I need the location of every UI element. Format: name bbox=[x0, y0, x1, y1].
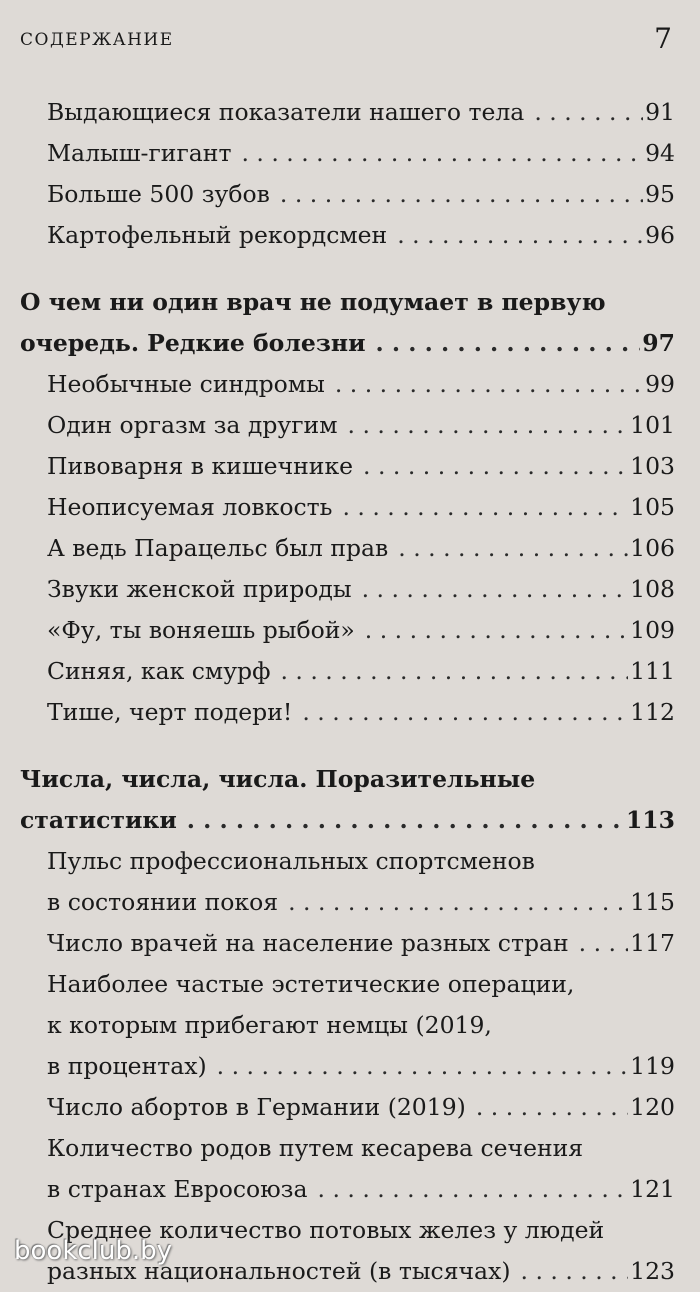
toc-entry[interactable] bbox=[20, 133, 675, 174]
toc-entry-title: Звуки женской природы bbox=[47, 575, 352, 603]
toc-entry[interactable] bbox=[20, 923, 675, 964]
dot-leader bbox=[280, 174, 643, 215]
toc-entry-title: Неописуемая ловкость bbox=[47, 493, 333, 521]
toc-section-title-line: Числа, числа, числа. Поразительные bbox=[20, 765, 536, 793]
toc-entry-page: 120 bbox=[630, 1093, 675, 1121]
toc-entry-title: Тише, черт подери! bbox=[47, 698, 293, 726]
dot-leader bbox=[534, 92, 643, 133]
toc-entry[interactable] bbox=[20, 610, 675, 651]
toc-entry-page: 95 bbox=[645, 180, 675, 208]
toc-section[interactable] bbox=[20, 282, 675, 364]
running-title: СОДЕРЖАНИЕ bbox=[20, 30, 174, 50]
toc-entry-title-line: в процентах) bbox=[47, 1052, 207, 1080]
toc-entry-title: А ведь Парацельс был прав bbox=[47, 534, 389, 562]
toc-entry-title: Малыш-гигант bbox=[47, 139, 232, 167]
toc-entry-title-line: Пульс профессиональных спортсменов bbox=[47, 847, 535, 875]
toc-entry-page: 105 bbox=[630, 493, 675, 521]
dot-leader bbox=[318, 1169, 629, 1210]
toc-entry-page: 108 bbox=[630, 575, 675, 603]
toc-entry-page: 94 bbox=[645, 139, 675, 167]
dot-leader bbox=[348, 405, 629, 446]
toc-entry-page: 96 bbox=[645, 221, 675, 249]
dot-leader bbox=[342, 487, 628, 528]
dot-leader bbox=[217, 1046, 628, 1087]
toc-entry-page: 106 bbox=[630, 534, 675, 562]
toc-entry-title: Выдающиеся показатели нашего тела bbox=[47, 98, 525, 126]
page-header bbox=[20, 22, 672, 54]
toc-entry-title-line: Среднее количество потовых желез у людей bbox=[47, 1216, 605, 1244]
toc-entry-title: Число врачей на население разных стран bbox=[47, 929, 569, 957]
toc-entry-page: 91 bbox=[645, 98, 675, 126]
toc-section-title-line: статистики bbox=[20, 806, 177, 834]
toc-entry-page: 115 bbox=[630, 888, 675, 916]
dot-leader bbox=[288, 882, 628, 923]
toc-section[interactable] bbox=[20, 759, 675, 841]
toc-entry[interactable] bbox=[20, 405, 675, 446]
toc-entry[interactable] bbox=[20, 487, 675, 528]
toc-entry-page: 123 bbox=[630, 1257, 675, 1285]
toc-entry-title: Больше 500 зубов bbox=[47, 180, 270, 208]
toc-entry-page: 121 bbox=[630, 1175, 675, 1203]
toc-entry[interactable] bbox=[20, 651, 675, 692]
dot-leader bbox=[280, 651, 628, 692]
toc-entry-page: 111 bbox=[630, 657, 675, 685]
toc-entry-title-line: Наиболее частые эстетические операции, bbox=[47, 970, 575, 998]
toc-entry-page: 97 bbox=[642, 329, 675, 357]
toc-entry-title: Необычные синдромы bbox=[47, 370, 325, 398]
toc-section-title-line: очередь. Редкие болезни bbox=[20, 329, 366, 357]
dot-leader bbox=[476, 1087, 628, 1128]
page-number: 7 bbox=[654, 22, 672, 55]
toc-section-title-line: О чем ни один врач не подумает в первую bbox=[20, 288, 606, 316]
toc-entry-page: 101 bbox=[630, 411, 675, 439]
toc-entry-title: Число абортов в Германии (2019) bbox=[47, 1093, 466, 1121]
toc-entry[interactable] bbox=[20, 692, 675, 733]
toc-entry-title-line: Количество родов путем кесарева сечения bbox=[47, 1134, 584, 1162]
table-of-contents bbox=[20, 92, 675, 1292]
toc-entry[interactable] bbox=[20, 841, 675, 923]
toc-entry[interactable] bbox=[20, 1087, 675, 1128]
toc-entry-page: 117 bbox=[630, 929, 675, 957]
dot-leader bbox=[335, 364, 643, 405]
dot-leader bbox=[187, 800, 624, 841]
dot-leader bbox=[521, 1251, 629, 1292]
toc-entry[interactable] bbox=[20, 364, 675, 405]
toc-entry-title: Картофельный рекордсмен bbox=[47, 221, 388, 249]
toc-entry-title-line: разных национальностей (в тысячах) bbox=[47, 1257, 511, 1285]
toc-entry[interactable] bbox=[20, 215, 675, 256]
toc-entry-page: 99 bbox=[645, 370, 675, 398]
toc-entry-title: Синяя, как смурф bbox=[47, 657, 271, 685]
dot-leader bbox=[397, 215, 643, 256]
toc-entry-page: 113 bbox=[625, 806, 675, 834]
toc-entry-page: 109 bbox=[630, 616, 675, 644]
toc-entry-page: 119 bbox=[630, 1052, 675, 1080]
toc-entry[interactable] bbox=[20, 528, 675, 569]
dot-leader bbox=[376, 323, 641, 364]
dot-leader bbox=[363, 446, 628, 487]
toc-entry-title: «Фу, ты воняешь рыбой» bbox=[47, 616, 355, 644]
dot-leader bbox=[365, 610, 628, 651]
toc-entry[interactable] bbox=[20, 92, 675, 133]
toc-entry[interactable] bbox=[20, 174, 675, 215]
toc-entry-title-line: в странах Евросоюза bbox=[47, 1175, 308, 1203]
toc-entry[interactable] bbox=[20, 964, 675, 1087]
dot-leader bbox=[398, 528, 628, 569]
toc-entry-title-line: в состоянии покоя bbox=[47, 888, 279, 916]
dot-leader bbox=[579, 923, 628, 964]
dot-leader bbox=[241, 133, 643, 174]
toc-entry[interactable] bbox=[20, 446, 675, 487]
dot-leader bbox=[362, 569, 629, 610]
toc-entry-title: Пивоварня в кишечнике bbox=[47, 452, 354, 480]
toc-entry[interactable] bbox=[20, 1128, 675, 1210]
toc-entry-title: Один оргазм за другим bbox=[47, 411, 338, 439]
toc-entry-page: 103 bbox=[630, 452, 675, 480]
toc-entry-title-line: к которым прибегают немцы (2019, bbox=[47, 1011, 492, 1039]
toc-entry[interactable] bbox=[20, 569, 675, 610]
dot-leader bbox=[302, 692, 628, 733]
watermark: bookclub.by bbox=[14, 1236, 173, 1266]
toc-entry-page: 112 bbox=[630, 698, 675, 726]
